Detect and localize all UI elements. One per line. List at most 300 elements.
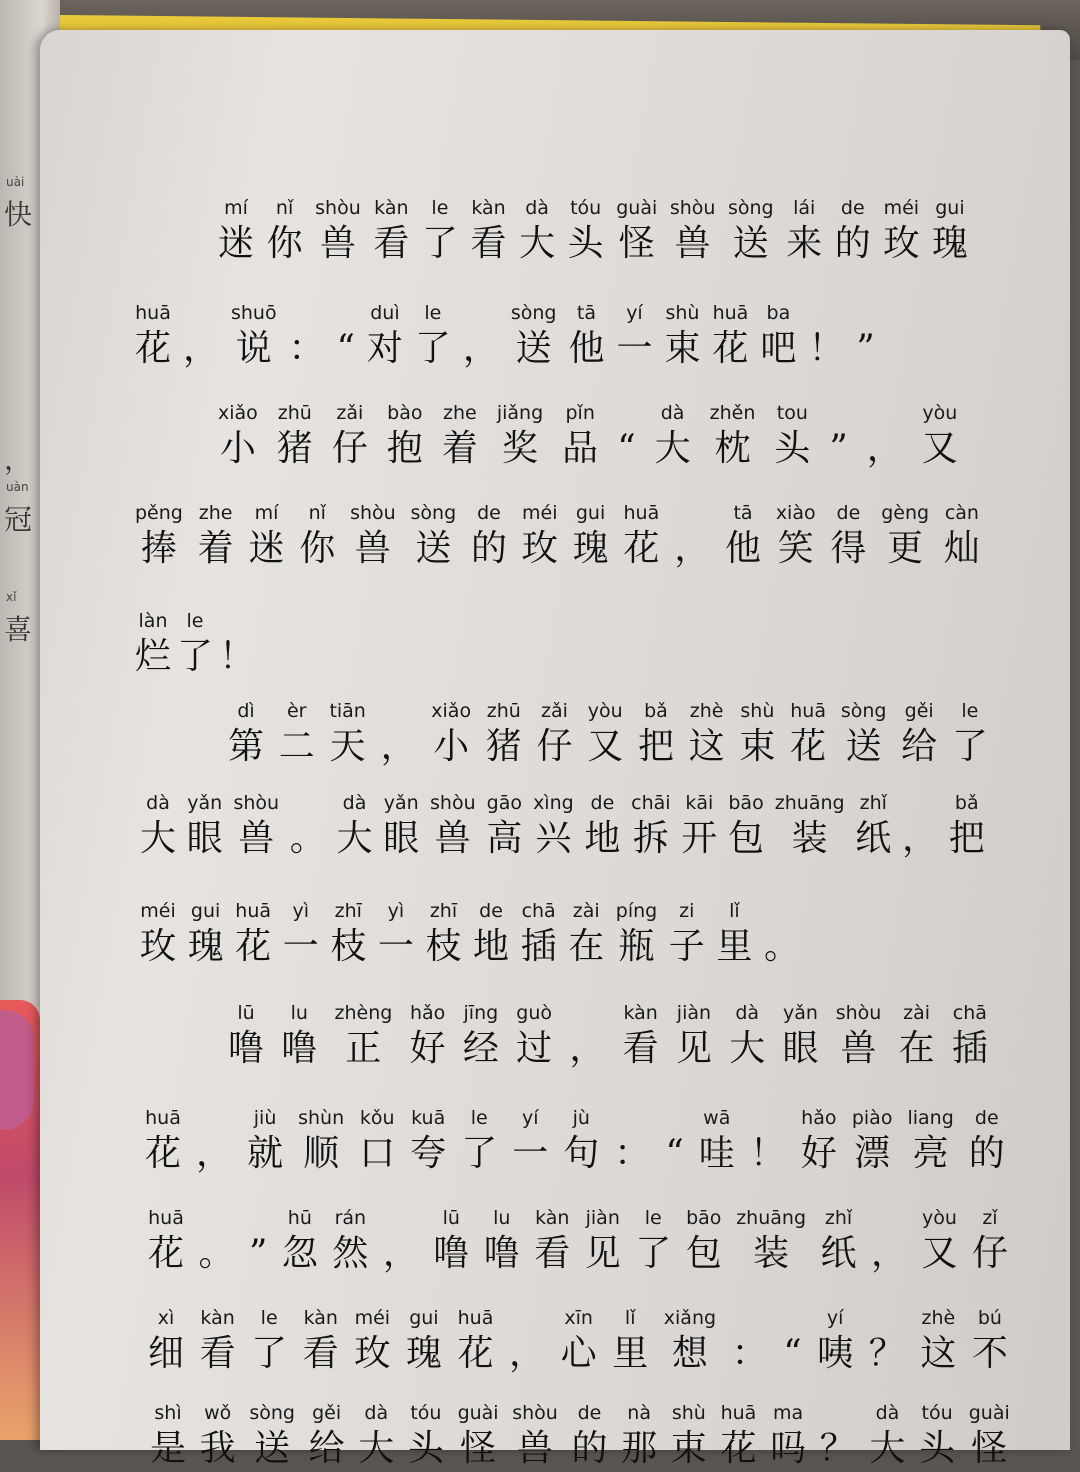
hanzi: 细 [148, 1333, 185, 1374]
hanzi: 说 [235, 328, 272, 369]
text-line [150, 1400, 1010, 1472]
pinyin: hǎo [801, 1107, 837, 1129]
ruby-char [568, 195, 604, 267]
hanzi: 亮 [912, 1133, 949, 1174]
hanzi: 拆 [632, 818, 669, 859]
ruby-char [728, 790, 764, 862]
pinyin: lū [442, 1207, 460, 1229]
hanzi: 好 [800, 1133, 837, 1174]
hanzi: 了 [951, 726, 988, 767]
pinyin: jiù [253, 1107, 277, 1129]
hanzi: 玫 [883, 223, 920, 264]
hanzi: 着 [197, 528, 234, 569]
hanzi: ， [462, 328, 499, 369]
pinyin: xiào [775, 502, 816, 524]
pinyin: huā [720, 1402, 757, 1424]
pinyin: lu [493, 1207, 511, 1229]
hanzi: 花 [457, 1333, 494, 1374]
ruby-char [277, 400, 313, 472]
ruby-char [686, 1205, 722, 1277]
hanzi: 见 [675, 1028, 712, 1069]
pinyin: lǐ [729, 900, 740, 922]
pinyin: gěi [312, 1402, 342, 1424]
pinyin: huā [712, 302, 749, 324]
ruby-char [473, 898, 509, 970]
hanzi: 又 [921, 428, 958, 469]
hanzi: 品 [562, 428, 599, 469]
ruby-char [484, 1205, 520, 1277]
left-hanzi-fragment: 喜 [4, 613, 33, 646]
ruby-char [776, 500, 816, 572]
ruby-char [710, 400, 756, 472]
ruby-char [228, 1000, 264, 1072]
hanzi: ， [509, 1333, 546, 1374]
hanzi: 大 [140, 818, 177, 859]
pinyin: ba [766, 302, 791, 324]
ruby-char [783, 1305, 801, 1377]
hanzi: 兴 [535, 818, 572, 859]
hanzi: 就 [247, 1133, 284, 1174]
hanzi: 里 [612, 1333, 649, 1374]
ruby-char [871, 1205, 907, 1277]
pinyin: tā [733, 502, 753, 524]
pinyin: zhěn [709, 402, 756, 424]
pinyin: gui [190, 900, 221, 922]
pinyin: de [974, 1107, 999, 1129]
ruby-char [638, 698, 674, 770]
hanzi: 哇 [698, 1133, 735, 1174]
ruby-char [922, 400, 958, 472]
hanzi: 眼 [383, 818, 420, 859]
hanzi: 又 [587, 726, 624, 767]
text-line [218, 400, 958, 472]
hanzi: ！ [218, 636, 255, 677]
hanzi: ： [288, 328, 325, 369]
pinyin: huā [623, 502, 660, 524]
hanzi: 灿 [943, 528, 980, 569]
hanzi: 地 [473, 926, 510, 967]
pinyin: shòu [835, 1002, 882, 1024]
pinyin: dà [146, 792, 170, 814]
left-pinyin-fragment: uàn [6, 480, 29, 494]
ruby-char [617, 400, 635, 472]
hanzi: 给 [901, 726, 938, 767]
ruby-char [969, 1400, 1010, 1472]
ruby-char [720, 1400, 756, 1472]
ruby-char [729, 1000, 765, 1072]
hanzi: 瓶 [618, 926, 655, 967]
hanzi: 玫 [354, 1333, 391, 1374]
hanzi: 的 [834, 223, 871, 264]
hanzi: 兽 [354, 528, 391, 569]
hanzi: 他 [568, 328, 605, 369]
hanzi: 给 [308, 1428, 345, 1469]
ruby-char [183, 300, 219, 372]
pinyin: kàn [471, 197, 506, 219]
ruby-char [782, 1000, 818, 1072]
ruby-char [200, 1305, 236, 1377]
pinyin: yòu [587, 700, 623, 722]
pinyin: jiàn [585, 1207, 620, 1229]
ruby-char [932, 195, 968, 267]
hanzi: 插 [951, 1028, 988, 1069]
ruby-char [332, 400, 368, 472]
ruby-char [585, 1205, 621, 1277]
pinyin: gāo [486, 792, 522, 814]
ruby-char [135, 300, 171, 372]
hanzi: 不 [971, 1333, 1008, 1374]
left-hanzi-fragment: 快 [4, 198, 33, 231]
hanzi: 正 [345, 1028, 382, 1069]
hanzi: 装 [791, 818, 828, 859]
ruby-char [835, 195, 871, 267]
hanzi: 你 [299, 528, 336, 569]
pinyin: de [836, 502, 861, 524]
pinyin: hǎo [409, 1002, 446, 1024]
ruby-char [497, 400, 543, 472]
pinyin: gui [409, 1307, 439, 1329]
ruby-char [881, 500, 929, 572]
hanzi: 兽 [434, 818, 471, 859]
hanzi: ： [614, 1133, 651, 1174]
pinyin: jīng [463, 1002, 499, 1024]
hanzi: 看 [534, 1233, 571, 1274]
ruby-char [584, 790, 620, 862]
ruby-char [944, 500, 980, 572]
ruby-char [534, 1205, 570, 1277]
pinyin: le [431, 197, 449, 219]
ruby-char [829, 400, 847, 472]
hanzi: 包 [728, 818, 765, 859]
hanzi: 了 [414, 328, 451, 369]
hanzi: 句 [563, 1133, 600, 1174]
hanzi: 怪 [460, 1428, 497, 1469]
hanzi: 忽 [281, 1233, 318, 1274]
pinyin: de [577, 1402, 602, 1424]
hanzi: 一 [616, 328, 653, 369]
pinyin: jù [572, 1107, 590, 1129]
hanzi: 见 [584, 1233, 621, 1274]
hanzi: 把 [948, 818, 985, 859]
hanzi: ， [182, 328, 219, 369]
hanzi: 得 [830, 528, 867, 569]
hanzi: 大 [654, 428, 691, 469]
hanzi: 枝 [425, 926, 462, 967]
ruby-char [869, 1400, 905, 1472]
pinyin: kàn [374, 197, 409, 219]
hanzi: ！ [808, 328, 845, 369]
ruby-char [509, 1305, 545, 1377]
hanzi: ， [674, 528, 711, 569]
ruby-char [563, 1105, 599, 1177]
pinyin: de [479, 900, 503, 922]
hanzi: 经 [462, 1028, 499, 1069]
hanzi: 玫 [521, 528, 558, 569]
ruby-char [410, 1105, 446, 1177]
hanzi: 。 [289, 818, 326, 859]
pinyin: yǎn [187, 792, 223, 814]
pinyin: zhuāng [736, 1207, 807, 1229]
ruby-char [410, 1000, 446, 1072]
left-pinyin-fragment: xǐ [6, 590, 17, 604]
hanzi: 吗 [770, 1428, 807, 1469]
ruby-char [422, 195, 458, 267]
ruby-char [571, 1400, 607, 1472]
ruby-char [522, 500, 558, 572]
hanzi: 看 [373, 223, 410, 264]
ruby-char [732, 1305, 768, 1377]
ruby-char [736, 1205, 806, 1277]
ruby-char [786, 195, 822, 267]
pinyin: yòu [922, 1207, 957, 1229]
pinyin: huā [135, 302, 171, 324]
hanzi: 了 [176, 636, 213, 677]
pinyin: lǐ [624, 1307, 636, 1329]
pinyin: guài [968, 1402, 1010, 1424]
ruby-char [949, 790, 985, 862]
left-pinyin-fragment: uài [6, 175, 25, 189]
hanzi: 想 [671, 1333, 708, 1374]
pinyin: le [260, 1307, 278, 1329]
pinyin: sòng [510, 302, 557, 324]
hanzi: 仔 [331, 428, 368, 469]
hanzi: 抱 [386, 428, 423, 469]
pinyin: kǒu [359, 1107, 395, 1129]
ruby-char [373, 195, 409, 267]
ruby-char [231, 300, 277, 372]
pinyin: zhǐ [824, 1207, 853, 1229]
ruby-char [901, 698, 937, 770]
pinyin: shù [665, 302, 700, 324]
pinyin: kàn [303, 1307, 338, 1329]
ruby-char [587, 698, 623, 770]
hanzi: 的 [968, 1133, 1005, 1174]
ruby-char [145, 1105, 181, 1177]
pinyin: gěi [904, 700, 934, 722]
hanzi: 迷 [218, 223, 255, 264]
pinyin: shòu [350, 502, 396, 524]
ruby-char [830, 500, 866, 572]
pinyin: méi [883, 197, 920, 219]
ruby-char [899, 1000, 935, 1072]
hanzi: 又 [921, 1233, 958, 1274]
hanzi: 枝 [330, 926, 367, 967]
pinyin: huā [148, 1207, 184, 1229]
ruby-char [267, 195, 303, 267]
ruby-char [463, 1000, 499, 1072]
ruby-char [902, 790, 938, 862]
pinyin: jiǎng [496, 402, 544, 424]
ruby-char [569, 1000, 605, 1072]
ruby-char [817, 1305, 853, 1377]
hanzi: 花 [235, 926, 272, 967]
hanzi: 小 [433, 726, 470, 767]
hanzi: ！ [749, 1133, 786, 1174]
ruby-char [282, 1205, 318, 1277]
hanzi: 的 [470, 528, 507, 569]
ruby-char [196, 1105, 232, 1177]
hanzi: 好 [409, 1028, 446, 1069]
pinyin: dà [660, 402, 685, 424]
ruby-char [233, 790, 279, 862]
ruby-char [218, 195, 254, 267]
hanzi: 仔 [971, 1233, 1008, 1274]
pinyin: mí [254, 502, 279, 524]
ruby-char [521, 898, 557, 970]
hanzi: 夸 [410, 1133, 447, 1174]
pinyin: bāo [686, 1207, 722, 1229]
pinyin: shì [154, 1402, 182, 1424]
ruby-char [463, 300, 499, 372]
hanzi: 送 [845, 726, 882, 767]
ruby-char [537, 698, 573, 770]
pinyin: lái [793, 197, 816, 219]
ruby-char [820, 1205, 856, 1277]
ruby-char [337, 300, 355, 372]
ruby-char [614, 1105, 650, 1177]
hanzi: 这 [920, 1333, 957, 1374]
hanzi: 噜 [483, 1233, 520, 1274]
ruby-char [383, 790, 419, 862]
pinyin: huā [235, 900, 272, 922]
pinyin: shuō [230, 302, 277, 324]
hanzi: 装 [753, 1233, 790, 1274]
pinyin: shùn [298, 1107, 345, 1129]
hanzi: 猪 [276, 428, 313, 469]
ruby-char [458, 1400, 499, 1472]
ruby-char [952, 698, 988, 770]
pinyin: sòng [840, 700, 887, 722]
pinyin: bào [387, 402, 423, 424]
hanzi: ， [569, 1028, 606, 1069]
pinyin: méi [354, 1307, 391, 1329]
ruby-char [716, 898, 752, 970]
ruby-char [471, 500, 507, 572]
pinyin: dà [364, 1402, 389, 1424]
ruby-char [188, 898, 224, 970]
ruby-char [739, 698, 775, 770]
ruby-char [337, 790, 373, 862]
hanzi: 笑 [777, 528, 814, 569]
ruby-char [298, 1105, 344, 1177]
pinyin: sòng [410, 502, 457, 524]
ruby-char [135, 500, 183, 572]
ruby-char [378, 898, 414, 970]
text-line [148, 1305, 1008, 1377]
ruby-char [228, 698, 264, 770]
ruby-char [801, 1105, 837, 1177]
pinyin: huā [790, 700, 826, 722]
pinyin: pěng [135, 502, 183, 524]
pinyin: nǐ [275, 197, 294, 219]
hanzi: 兽 [840, 1028, 877, 1069]
ruby-char [200, 1400, 236, 1472]
hanzi: 送 [415, 528, 452, 569]
hanzi: 大 [729, 1028, 766, 1069]
ruby-char [671, 1400, 707, 1472]
pinyin: mí [224, 197, 248, 219]
ruby-char [430, 790, 476, 862]
left-hanzi-fragment: ， [4, 443, 33, 476]
hanzi: 头 [567, 223, 604, 264]
ruby-char [616, 300, 652, 372]
ruby-char [486, 698, 522, 770]
hanzi: 子 [668, 926, 705, 967]
ruby-char [568, 898, 604, 970]
hanzi: 兽 [674, 223, 711, 264]
ruby-char [533, 790, 574, 862]
pinyin: méi [522, 502, 558, 524]
pinyin: nà [627, 1402, 651, 1424]
text-line [228, 698, 988, 770]
pinyin: bǎ [644, 700, 668, 722]
ruby-char [631, 790, 670, 862]
ruby-char [907, 1105, 953, 1177]
pinyin: yì [387, 900, 405, 922]
hanzi: 过 [516, 1028, 553, 1069]
ruby-char [358, 1400, 394, 1472]
hanzi: 瑰 [187, 926, 224, 967]
hanzi: 漂 [854, 1133, 891, 1174]
ruby-char [303, 1305, 339, 1377]
pinyin: lu [290, 1002, 308, 1024]
ruby-char [841, 698, 887, 770]
ruby-char [562, 400, 598, 472]
ruby-char [433, 1205, 469, 1277]
ruby-char [387, 400, 423, 472]
ruby-char [616, 195, 657, 267]
hanzi: 了 [635, 1233, 672, 1274]
hanzi: ， [196, 1133, 233, 1174]
pinyin: méi [140, 900, 176, 922]
pinyin: tóu [410, 1402, 442, 1424]
illustration-blob [0, 1010, 34, 1130]
hanzi: 然 [332, 1233, 369, 1274]
pinyin: wǒ [204, 1402, 232, 1424]
hanzi: 兽 [238, 818, 275, 859]
ruby-char [486, 790, 522, 862]
pinyin: yǎn [383, 792, 419, 814]
text-line [228, 1000, 988, 1072]
hanzi: 那 [621, 1428, 658, 1469]
hanzi: ” [856, 328, 875, 369]
ruby-char [952, 1000, 988, 1072]
hanzi: 大 [336, 818, 373, 859]
pinyin: shòu [233, 792, 280, 814]
ruby-char [664, 1305, 716, 1377]
hanzi: 二 [278, 726, 315, 767]
hanzi: 烂 [135, 636, 172, 677]
pinyin: kāi [685, 792, 714, 814]
ruby-char [689, 698, 725, 770]
hanzi: 噜 [228, 1028, 265, 1069]
pinyin: bǎ [954, 792, 979, 814]
pinyin: yǎn [782, 1002, 818, 1024]
hanzi: 。 [198, 1233, 235, 1274]
pinyin: zhū [277, 402, 312, 424]
hanzi: ？ [819, 1428, 856, 1469]
hanzi: 怪 [971, 1428, 1008, 1469]
pinyin: guài [457, 1402, 499, 1424]
hanzi: ” [829, 428, 848, 469]
pinyin: yí [626, 302, 643, 324]
hanzi: 了 [421, 223, 458, 264]
pinyin: chā [521, 900, 556, 922]
pinyin: zhǐ [859, 792, 887, 814]
pinyin: yòu [922, 402, 958, 424]
hanzi: 的 [571, 1428, 608, 1469]
ruby-char [315, 195, 361, 267]
